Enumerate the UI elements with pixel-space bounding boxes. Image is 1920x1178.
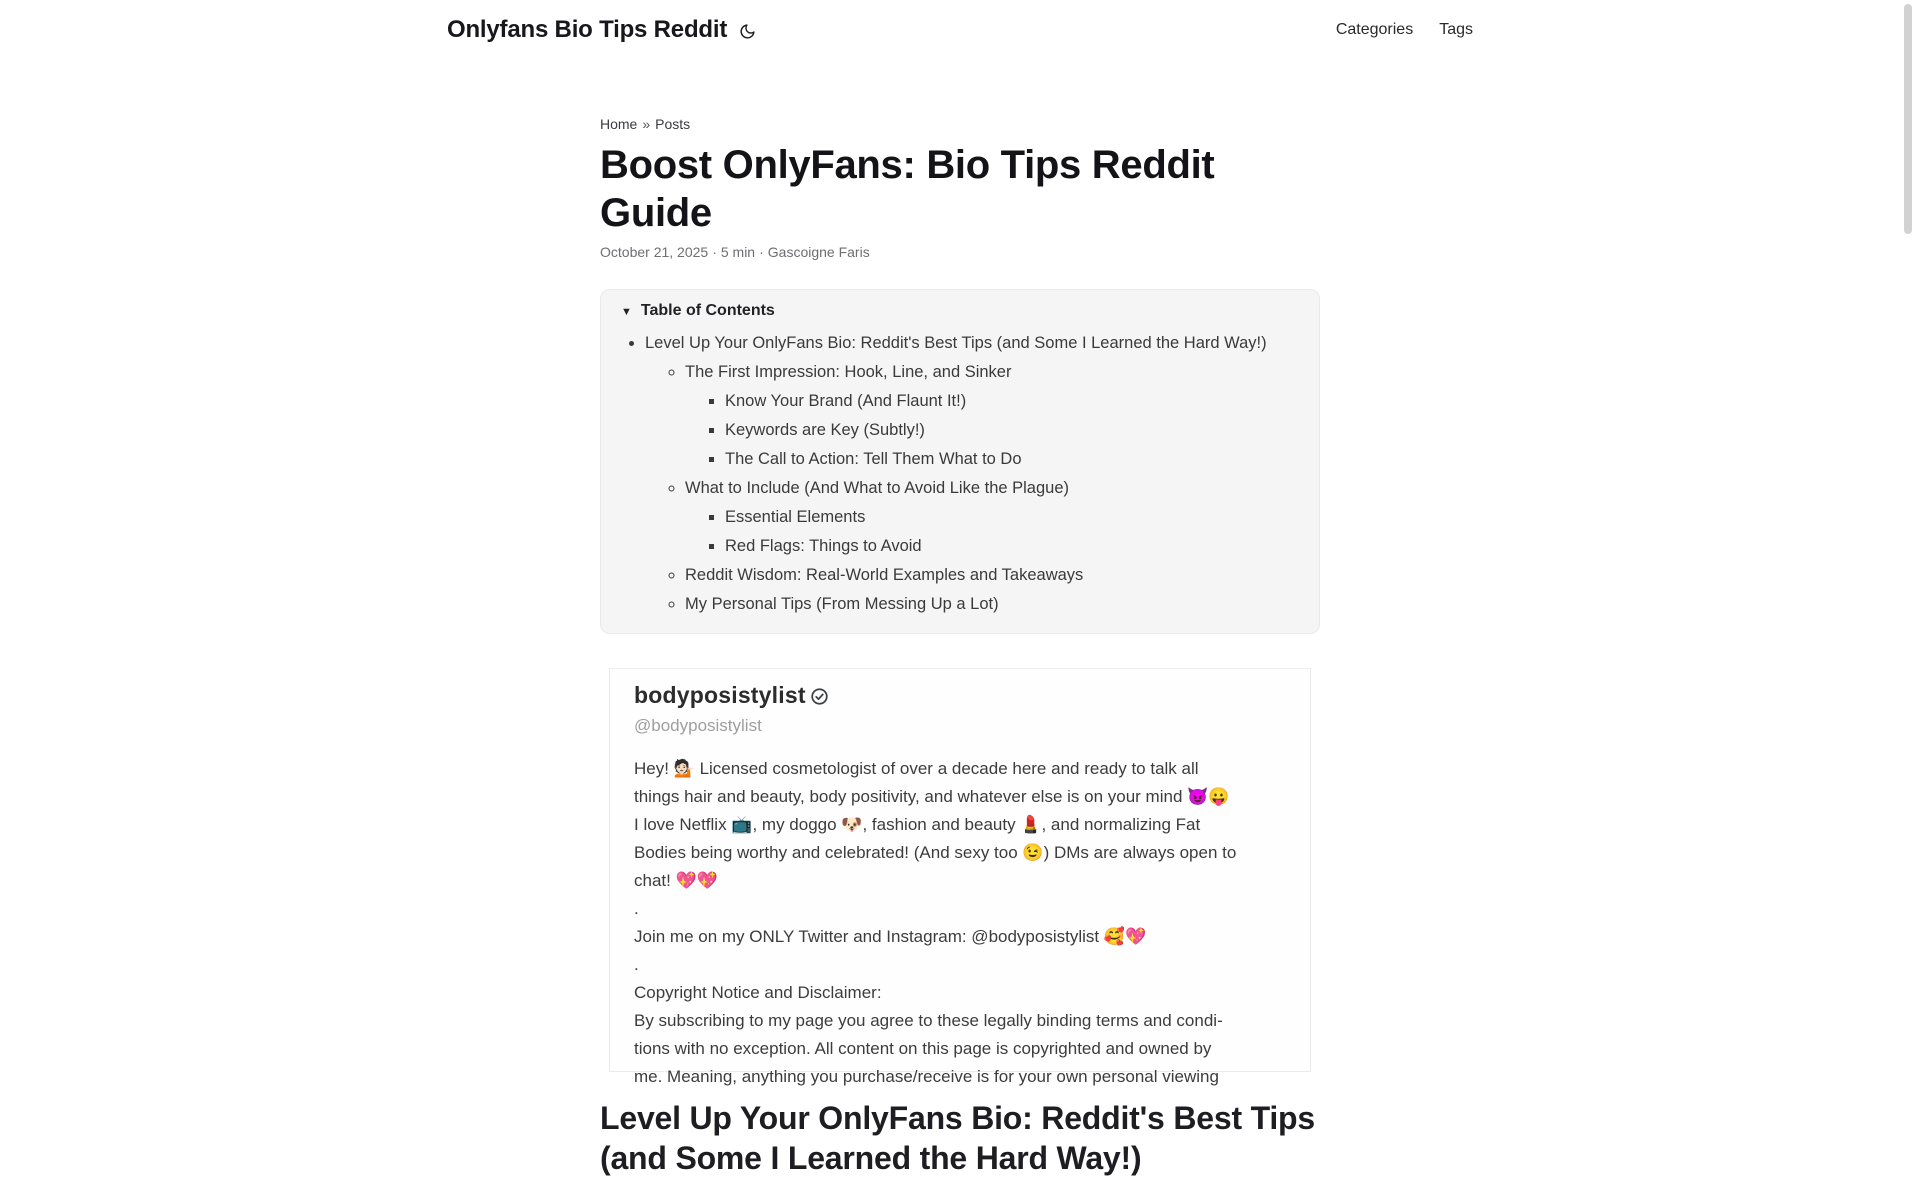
breadcrumb-separator: »: [642, 116, 651, 132]
breadcrumb-posts-link[interactable]: Posts: [655, 116, 691, 132]
toc-link[interactable]: Essential Elements: [725, 508, 866, 526]
bio-card: [610, 669, 1310, 1091]
post-author: Gascoigne Faris: [767, 244, 870, 260]
scrollbar-thumb[interactable]: [1904, 4, 1912, 234]
post-meta: [600, 244, 1320, 260]
bio-screenshot-image: [609, 668, 1311, 1086]
bio-text-line: Copyright Notice and Disclaimer:: [634, 983, 882, 1002]
main-nav: [1336, 21, 1473, 39]
toc-link[interactable]: Know Your Brand (And Flaunt It!): [725, 392, 967, 410]
toc-link[interactable]: Reddit Wisdom: Real-World Examples and Takeaways: [685, 566, 1084, 584]
moon-icon: [739, 23, 756, 40]
breadcrumb-home-link[interactable]: Home: [600, 116, 638, 132]
nav-tags-link[interactable]: Tags: [1439, 21, 1473, 38]
toc-item[interactable]: [685, 561, 1295, 590]
toc-item[interactable]: [685, 474, 1295, 561]
bio-text: [634, 755, 1286, 1091]
bio-text-line: By subscribing to my page you agree to these legally binding terms and condi-: [634, 1011, 1223, 1030]
post-page: [600, 116, 1320, 1178]
toc-item[interactable]: [685, 358, 1295, 474]
toc-link[interactable]: Level Up Your OnlyFans Bio: Reddit's Best Tips (and Some I Learned the Hard Way!): [645, 334, 1267, 352]
nav-categories-link[interactable]: Categories: [1335, 21, 1414, 38]
bio-text-line: things hair and beauty, body positivity, and whatever else is on your mind 😈😛: [634, 787, 1230, 806]
toc-item[interactable]: [725, 503, 1295, 532]
breadcrumb: [600, 116, 1320, 132]
post-read-time: 5 min: [720, 244, 756, 260]
toc-collapse-icon: ▼: [621, 305, 632, 318]
table-of-contents: [600, 289, 1320, 634]
bio-text-line: Bodies being worthy and celebrated! (And sexy too 😉) DMs are always open to: [634, 843, 1237, 862]
theme-toggle-button[interactable]: [739, 23, 756, 40]
meta-separator: ·: [759, 244, 764, 260]
toc-item[interactable]: [725, 532, 1295, 561]
site-header: [0, 0, 1920, 44]
bio-text-line: .: [634, 955, 639, 974]
verified-badge-icon: [810, 687, 829, 706]
section-heading: Level Up Your OnlyFans Bio: Reddit's Best Tips (and Some I Learned the Hard Way!): [600, 1100, 1315, 1176]
site-title-link[interactable]: Onlyfans Bio Tips Reddit: [447, 16, 728, 43]
bio-handle: @bodyposistylist: [634, 716, 762, 735]
toc-link[interactable]: My Personal Tips (From Messing Up a Lot): [685, 595, 999, 613]
toc-item[interactable]: [685, 590, 1295, 619]
toc-toggle[interactable]: [621, 302, 1295, 320]
post-date: October 21, 2025: [600, 244, 709, 260]
toc-item[interactable]: [645, 329, 1295, 619]
toc-item[interactable]: [725, 416, 1295, 445]
bio-text-line: chat! 💖💖: [634, 871, 718, 890]
toc-link[interactable]: Red Flags: Things to Avoid: [725, 537, 922, 555]
toc-title: Table of Contents: [640, 302, 775, 319]
bio-text-line: tions with no exception. All content on this page is copyrighted and owned by: [634, 1039, 1212, 1058]
bio-username: bodyposistylist: [634, 682, 806, 708]
toc-item[interactable]: [725, 387, 1295, 416]
meta-separator: ·: [712, 244, 717, 260]
toc-link[interactable]: Keywords are Key (Subtly!): [725, 421, 925, 439]
bio-text-line: me. Meaning, anything you purchase/receive is for your own personal viewing: [634, 1067, 1219, 1086]
bio-text-line: I love Netflix 📺, my doggo 🐶, fashion and beauty 💄, and normalizing Fat: [634, 815, 1201, 834]
bio-text-line: Join me on my ONLY Twitter and Instagram: @bodyposistylist 🥰💖: [634, 927, 1147, 946]
toc-item[interactable]: [725, 445, 1295, 474]
bio-text-line: Hey! 💁🏻 Licensed cosmetologist of over a decade here and ready to talk all: [634, 759, 1199, 778]
toc-link[interactable]: The First Impression: Hook, Line, and Sinker: [685, 363, 1012, 381]
post-title: Boost OnlyFans: Bio Tips Reddit Guide: [600, 143, 1215, 235]
bio-text-line: .: [634, 899, 639, 918]
toc-link[interactable]: The Call to Action: Tell Them What to Do: [725, 450, 1022, 468]
toc-link[interactable]: What to Include (And What to Avoid Like the Plague): [685, 479, 1070, 497]
